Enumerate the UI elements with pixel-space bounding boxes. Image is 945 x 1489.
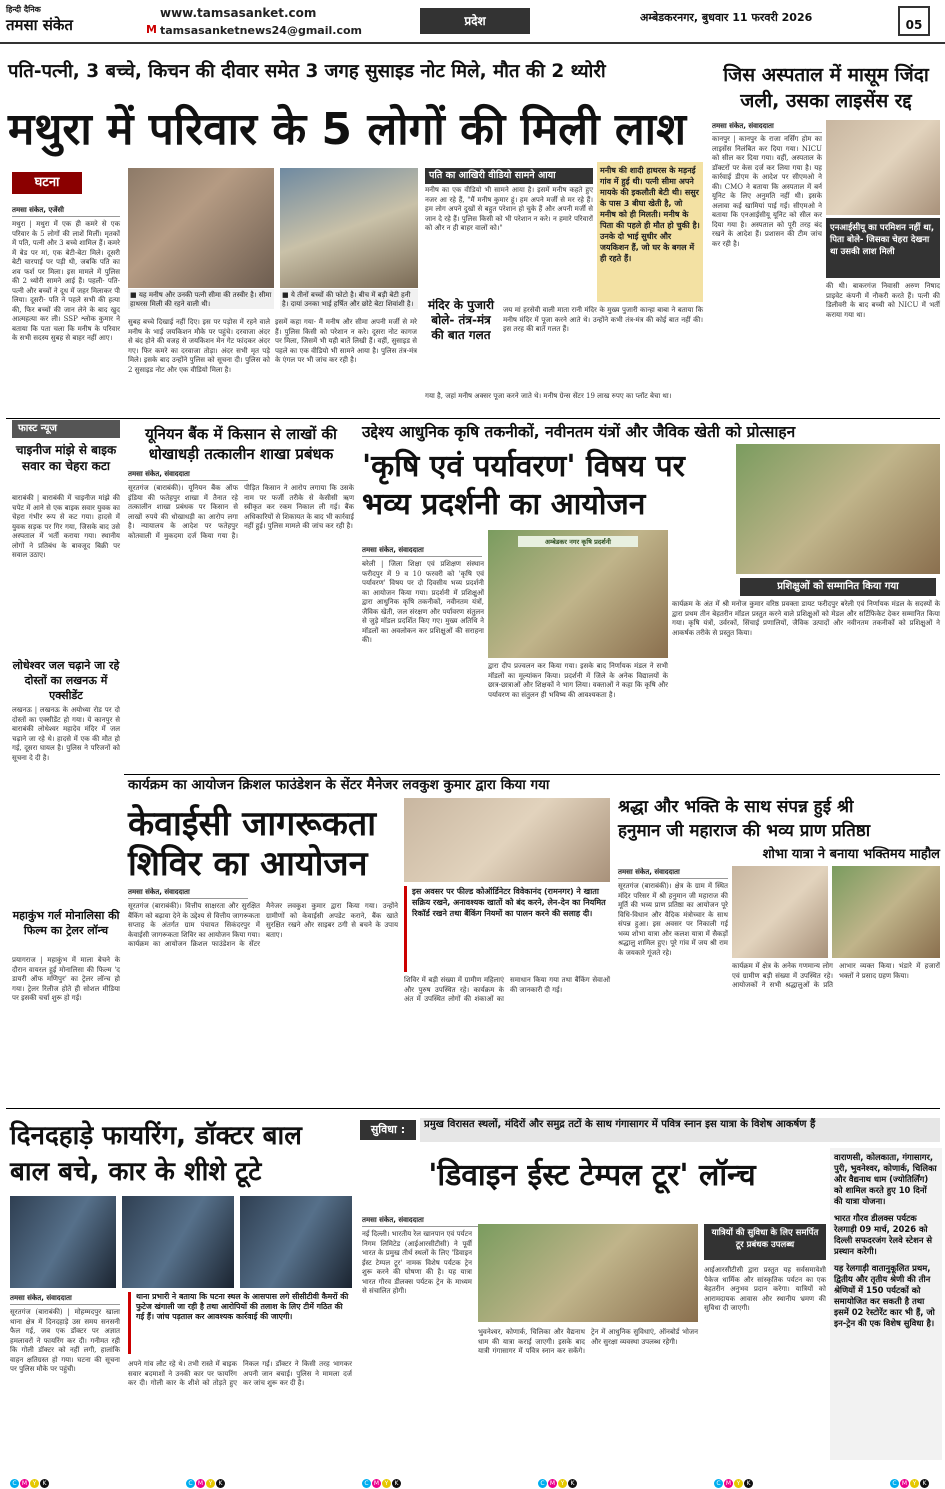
kyc-kicker: कार्यक्रम का आयोजन क्रिशल फाउंडेशन के सेंटर मैनेजर लवकुश कुमार द्वारा किया गया xyxy=(128,777,550,793)
lead-tag: घटना xyxy=(12,172,82,194)
agri-text-3: कार्यक्रम के अंत में श्री मनोज कुमार वरिष्ठ प्रवक्ता डायट फरीदपुर बरेली एवं निर्णायक मंडल के सदस्यों के द्वारा प्रथम तीन बेहतरीन मॉडल प्रस्तुत करने वाले प्रशिक्षुओं को मेडल और सर्टिफिकेट देकर सम्मानित किया गया। कृषि यंत्रों, उर्वरकों, सिंचाई प्रणालियों, जैविक उत्पादों और नवीनतम तकनीकों को प्रशिक्षुओं ने आकर्षक तरीके से प्रस्तुत किया। xyxy=(672,600,940,637)
lead-col-2: सुबह बच्चे दिखाई नहीं दिए। इस पर पड़ोस में रहने वाले मनीष के भाई जयकिशन मौके पर पहुंचे। दरवाजा अंदर से बंद होने की वजह से जयकिशन मेन गेट फांदकर अंदर गए। फिर कमरे का दरवाजा तोड़ा। अंदर सभी मृत पड़े मिले। इसके बाद उन्होंने पुलिस को सूचना दी। पुलिस को 2 सुसाइड नोट और एक वीडियो मिला है। xyxy=(128,318,270,374)
rail-bullet-2: भारत गौरव डीलक्स पर्यटक रेलगाड़ी 09 मार्च, 2026 को दिल्ली सफदरजंग रेलवे स्टेशन से प्रस्थान करेगी। xyxy=(834,1213,933,1256)
agri-photo-stage xyxy=(736,444,940,574)
lead-kicker: पति-पत्नी, 3 बच्चे, किचन की दीवार समेत 3 जगह सुसाइड नोट मिले, मौत की 2 थ्योरी xyxy=(8,61,606,82)
hanuman-text-2: कार्यक्रम में क्षेत्र के अनेक गणमान्य लोग एवं ग्रामीण बड़ी संख्या में उपस्थित रहे। आयोजकों ने सभी श्रद्धालुओं के प्रति आभार व्यक्त किया। भंडारे में हजारों भक्तों ने प्रसाद ग्रहण किया। xyxy=(732,962,940,989)
rail-bullet-1: वाराणसी, कोलकाता, गंगासागर, पुरी, भुवनेश्वर, कोणार्क, चिलिका और वैद्यनाथ धाम (ज्योतिर्लिंग) को शामिल करते हुए 10 दिनों की यात्रा योजना। xyxy=(834,1152,937,1206)
firing-photo-2 xyxy=(122,1196,234,1288)
mail-icon: M xyxy=(146,23,157,36)
agri-photo-group xyxy=(488,530,668,658)
fast-h3: महाकुंभ गर्ल मोनालिसा की फिल्म का ट्रेलर लॉन्च xyxy=(12,909,120,937)
cmyk-k: K xyxy=(216,1479,225,1488)
cmyk-c: C xyxy=(186,1479,195,1488)
agri-headline: 'कृषि एवं पर्यावरण' विषय पर भव्य प्रदर्शनी का आयोजन xyxy=(362,449,685,522)
hanuman-photo-procession xyxy=(832,866,940,958)
cmyk-y: Y xyxy=(382,1479,391,1488)
cmyk-m: M xyxy=(21,1480,28,1487)
fast-h1: चाइनीज मांझे से बाइक सवार का चेहरा कटा xyxy=(15,443,117,473)
lead-col-5: जय मां हरसेवी वाली माता रानी मंदिर के मुख्य पुजारी कान्हा बाबा ने बताया कि मनीष मंदिर में पूजा करने आते थे। उन्होंने कभी तंत्र-मंत्र की कोई बात नहीं की। इस तरह की बातें गलत हैं। xyxy=(503,306,703,333)
hanuman-byline: तमसा संकेत, संवाददाता xyxy=(618,868,728,879)
firing-headline: दिनदहाड़े फायरिंग, डॉक्टर बाल बाल बचे, कार के शीशे टूटे xyxy=(10,1121,302,1187)
masthead xyxy=(0,0,945,44)
cmyk-y: Y xyxy=(910,1479,919,1488)
lead-col-4: मनीष का एक वीडियो भी सामने आया है। इसमें मनीष कहते हुए नजर आ रहे हैं, "मैं मनीष कुमार हूं। हम अपने मर्जी से मर रहे हैं। हम लोग अपने दुखों से बहुत परेशान हो चुके हैं और अपनी मर्जी से जान दे रहे हैं। पुलिस किसी को भी परेशान न करे। न हमारे परिवारों को और न ही बाहर वालों को।" xyxy=(425,186,593,232)
lead-headline: मथुरा में परिवार के 5 लोगों की मिली लाश xyxy=(8,104,686,155)
paper-logo: तमसा संकेत xyxy=(6,16,73,34)
hanuman-text: सूरतगंज (बाराबंकी)। क्षेत्र के ग्राम में स्थित मंदिर परिसर में श्री हनुमान जी महाराज की मूर्ति की भव्य प्राण प्रतिष्ठा का आयोजन पूरे विधि-विधान और वैदिक मंत्रोच्चार के साथ संपन्न हुआ। इस अवसर पर निकाली गई भव्य शोभा यात्रा और कलश यात्रा में सैकड़ों श्रद्धालु शामिल हुए। पूरे गांव में जय श्री राम के जयकारे गूंजते रहे। xyxy=(618,882,728,957)
hanuman-sub: शोभा यात्रा ने बनाया भक्तिमय माहौल xyxy=(762,847,940,862)
section-label: प्रदेश xyxy=(420,8,530,34)
cmyk-c: C xyxy=(362,1479,371,1488)
fast-h2: लोधेश्वर जल चढ़ाने जा रहे दोस्तों का लखनऊ में एक्सीडेंट xyxy=(12,659,120,702)
lead-col-3: इसमें कहा गया- मैं मनीष और सीमा अपनी मर्जी से मरे हैं। पुलिस किसी को परेशान न करे। दूसरा नोट कागज पर मिला, जिसमें भी यही बातें लिखी हैं। वहीं, सुसाइड से पहले का एक वीडियो भी सामने आया है। पुलिस तंत्र-मंत्र के एंगल पर भी जांच कर रही है। xyxy=(275,318,417,364)
license-photo xyxy=(826,120,940,215)
kyc-text-2: शिविर में बड़ी संख्या में ग्रामीण महिलाएं और पुरुष उपस्थित रहे। कार्यक्रम के अंत में उपस्थित लोगों की शंकाओं का समाधान किया गया तथा बैंकिंग सेवाओं की जानकारी दी गई। xyxy=(404,976,610,1003)
license-side-box: एनआईसीयू का परमिशन नहीं था, पिता बोले- जिसका चेहरा देखना था उसकी लाश मिली xyxy=(826,218,940,278)
cmyk-k: K xyxy=(568,1479,577,1488)
cmyk-group xyxy=(362,1470,402,1487)
lead-col-6: गया है, जहां मनीष अक्सर पूजा करने जाते थे। मनीष ग्रेन्स सेंटर 19 लाख रुपए का प्लॉट बेचा था। xyxy=(425,392,672,400)
cmyk-k: K xyxy=(920,1479,929,1488)
cmyk-y: Y xyxy=(206,1479,215,1488)
lead-photo-children xyxy=(280,168,418,288)
rail-text-3: आईआरसीटीसी द्वारा प्रस्तुत यह सर्वसमावेशी पैकेज धार्मिक और सांस्कृतिक पर्यटन का एक बेहतरीन अनुभव प्रदान करेगा। यात्रियों को आरामदायक आवास और स्थानीय भ्रमण की सुविधा दी जाएगी। xyxy=(704,1266,826,1312)
rail-headline: 'डिवाइन ईस्ट टेम्पल टूर' लॉन्च xyxy=(428,1158,756,1193)
kyc-quote: इस अवसर पर फील्ड कोऑर्डिनेटर विवेकानंद (रामनगर) ने खाता सक्रिय रखने, अनावश्यक खातों को बंद करने, लेन-देन का नियमित रिकॉर्ड रखने तथा बैंकिंग नियमों का पालन करने की सलाह दी। xyxy=(404,886,610,972)
license-headline: जिस अस्पताल में मासूम जिंदा जली, उसका लाइसेंस रद्द xyxy=(723,64,929,112)
cmyk-k: K xyxy=(40,1479,49,1488)
hanuman-photo-temple xyxy=(732,866,828,958)
lead-byline: तमसा संकेत, एजेंसी xyxy=(12,206,120,217)
fast-t3: प्रयागराज | महाकुंभ में माला बेचने के दौरान वायरल हुई मोनालिसा की फिल्म 'द डायरी ऑफ मणिपुर' का ट्रेलर लॉन्च हो गया। ट्रेलर रिलीज होते ही सोशल मीडिया पर इसकी चर्चा शुरू हो गई। xyxy=(12,956,120,1002)
dateline: अम्बेडकरनगर, बुधवार 11 फरवरी 2026 xyxy=(640,11,813,24)
rail-bullet-3: यह रेलगाड़ी वातानुकूलित प्रथम, द्वितीय और तृतीय श्रेणी की तीन श्रेणियों में 150 पर्यटकों को समायोजित कर सकती है तथा इसमें 02 रेस्टोरेंट कार भी हैं, जो इन-ट्रेन की एक विशेष सुविधा है। xyxy=(834,1263,935,1328)
kyc-text: सूरतगंज (बाराबंकी)। वित्तीय साक्षरता और सुरक्षित बैंकिंग को बढ़ावा देने के उद्देश्य से वित्तीय जागरूकता सप्ताह के अंतर्गत ग्राम पंचायत सिकंदरपुर में केवाईसी जागरूकता शिविर का आयोजन किया गया। कार्यक्रम का आयोजन क्रिशल फाउंडेशन के सेंटर मैनेजर लवकुश कुमार द्वारा किया गया। उन्होंने ग्रामीणों को केवाईसी अपडेट कराने, बैंक खाते सुरक्षित रखने और साइबर ठगी से बचने के उपाय बताए। xyxy=(128,902,398,948)
email[interactable]: tamsasanketnews24@gmail.com xyxy=(160,24,362,37)
agri-text: बरेली | जिला शिक्षा एवं प्रशिक्षण संस्थान फरीदपुर में 9 व 10 फरवरी को 'कृषि एवं पर्यावरण' विषय पर दो दिवसीय भव्य प्रदर्शनी का आयोजन किया गया। प्रदर्शनी में प्रशिक्षुओं द्वारा आधुनिक कृषि तकनीकों, नवीनतम यंत्रों, जैविक खेती, जल संरक्षण और पर्यावरण संतुलन से जुड़े मॉडल प्रदर्शित किए गए। मुख्य अतिथि ने मॉडलों का अवलोकन कर प्रशिक्षुओं की सराहना की। xyxy=(362,560,484,644)
firing-byline: तमसा संकेत, संवाददाता xyxy=(10,1294,120,1305)
agri-text-2: द्वारा दीप प्रज्वलन कर किया गया। इसके बाद निर्णायक मंडल ने सभी मॉडलों का मूल्यांकन किया। प्रदर्शनी में जिले के अनेक विद्यालयों के छात्र-छात्राओं और शिक्षकों ने भाग लिया। वक्ताओं ने कहा कि कृषि और पर्यावरण का संतुलन ही भविष्य की आवश्यकता है। xyxy=(488,662,668,699)
page-number: 05 xyxy=(898,6,930,36)
website[interactable]: www.tamsasanket.com xyxy=(160,6,317,20)
agri-banner: अम्बेडकर नगर कृषि प्रदर्शनी xyxy=(518,536,638,547)
cmyk-y: Y xyxy=(734,1479,743,1488)
firing-photo-3 xyxy=(240,1196,352,1288)
rail-text: नई दिल्ली। भारतीय रेल खानपान एवं पर्यटन निगम लिमिटेड (आईआरसीटीसी) ने पूर्वी भारत के प्रमुख तीर्थ स्थलों के लिए 'डिवाइन ईस्ट टेम्पल टूर' नामक विशेष पर्यटक ट्रेन शुरू करने की घोषणा की है। यह यात्रा भारत गौरव डीलक्स पर्यटक ट्रेन के माध्यम से संचालित होगी। xyxy=(362,1230,472,1295)
firing-quote: थाना प्रभारी ने बताया कि घटना स्थल के आसपास लगे सीसीटीवी कैमरों की फुटेज खंगाली जा रही है तथा आरोपियों की तलाश के लिए टीमें गठित की गई हैं। जांच पड़ताल कर आवश्यक कार्रवाई की जाएगी। xyxy=(128,1292,352,1354)
lead-quote-box: मनीष की शादी हाथरस के मड़नई गांव में हुई थी। पत्नी सीमा अपने मायके की इकलौती बेटी थी। ससुर के पास 3 बीघा खेती है, जो मनीष को ही मिलती। मनीष के पिता की पहले ही मौत हो चुकी है। उनके दो भाई सुधीर और जयकिशन हैं, जो घर के बगल में ही रहते हैं। xyxy=(597,162,703,302)
license-byline: तमसा संकेत, संवाददाता xyxy=(712,122,822,133)
firing-photo-1 xyxy=(10,1196,116,1288)
cmyk-m: M xyxy=(901,1480,908,1487)
kyc-byline: तमसा संकेत, संवाददाता xyxy=(128,888,248,899)
fast-t2: लखनऊ | लखनऊ के अयोध्या रोड पर दो दोस्तों का एक्सीडेंट हो गया। ये कानपुर से बाराबंकी लोधेश्वर महादेव मंदिर में जल चढ़ाने जा रहे थे। हादसे में एक की मौत हो गई, दूसरा घायल है। पुलिस ने परिजनों को सूचना दे दी है। xyxy=(12,706,120,762)
cmyk-c: C xyxy=(538,1479,547,1488)
cmyk-c: C xyxy=(890,1479,899,1488)
video-label: पति का आखिरी वीडियो सामने आया xyxy=(425,168,593,184)
cmyk-c: C xyxy=(10,1479,19,1488)
firing-text: सूरतगंज (बाराबंकी) | मोहम्मदपुर खाला थाना क्षेत्र में दिनदहाड़े उस समय सनसनी फैल गई, जब एक डॉक्टर पर अज्ञात हमलावरों ने फायरिंग कर दी। गनीमत रही कि गोली डॉक्टर को नहीं लगी, हालांकि वाहन क्षतिग्रस्त हो गया। घटना की सूचना पर पुलिस मौके पर पहुंची। xyxy=(10,1308,120,1373)
rail-photo-train xyxy=(478,1224,698,1322)
cmyk-m: M xyxy=(197,1480,204,1487)
cmyk-m: M xyxy=(373,1480,380,1487)
agri-kicker: उद्देश्य आधुनिक कृषि तकनीकों, नवीनतम यंत्रों और जैविक खेती को प्रोत्साहन xyxy=(362,423,796,441)
cmyk-group xyxy=(538,1470,578,1487)
cmyk-k: K xyxy=(392,1479,401,1488)
bank-text: सूरतगंज (बाराबंकी)। यूनियन बैंक ऑफ इंडिया की फतेहपुर शाखा में तैनात रहे तत्कालीन शाखा प्रबंधक पर किसान से लाखों रुपये की धोखाधड़ी का आरोप लगा है। न्यायालय के आदेश पर फतेहपुर कोतवाली में मुकदमा दर्ज किया गया है। पीड़ित किसान ने आरोप लगाया कि उसके नाम पर फर्जी तरीके से केसीसी ऋण स्वीकृत कर रकम निकाल ली गई। बैंक अधिकारियों से शिकायत के बाद भी कार्रवाई नहीं हुई। पुलिस मामले की जांच कर रही है। xyxy=(128,484,354,540)
cmyk-marks xyxy=(10,1470,930,1487)
lead-caption-2: ■ ये तीनों बच्चों की फोटो है। बीच में बड़ी बेटी हनी है। दायां उनका भाई हर्षित और छोटे बेटा शिवांशी है। xyxy=(280,289,418,309)
lead-photo-couple xyxy=(128,168,274,288)
kyc-photo xyxy=(404,798,610,882)
cmyk-c: C xyxy=(714,1479,723,1488)
masthead-small: हिन्दी दैनिक xyxy=(6,5,41,14)
bank-byline: तमसा संकेत, संवाददाता xyxy=(128,470,248,481)
cmyk-k: K xyxy=(744,1479,753,1488)
license-text-2: की थी। बाकरगंज निवासी अरुण निषाद प्राइवेट कंपनी में नौकरी करते हैं। पत्नी की डिलीवरी के बाद बच्ची को NICU में भर्ती कराया गया था। xyxy=(826,282,940,319)
rail-bullets-box xyxy=(830,1148,942,1460)
lead-caption-1: ■ यह मनीष और उनकी पत्नी सीमा की तस्वीर है। सीमा हाथरस मिली की रहने वाली थी। xyxy=(128,289,274,309)
cmyk-group xyxy=(714,1470,754,1487)
firing-text-2: अपने गांव लौट रहे थे। तभी रास्ते में बाइक सवार बदमाशों ने उनकी कार पर फायरिंग कर दी। गोली कार के शीशे को तोड़ते हुए निकल गई। डॉक्टर ने किसी तरह भागकर अपनी जान बचाई। पुलिस ने मामला दर्ज कर जांच शुरू कर दी है। xyxy=(128,1360,352,1387)
bank-headline: यूनियन बैंक में किसान से लाखों की धोखाधड़ी तत्कालीन शाखा प्रबंधक xyxy=(145,425,337,463)
rail-label: सुविधा : xyxy=(360,1120,416,1140)
kyc-headline: केवाईसी जागरूकता शिविर का आयोजन xyxy=(128,804,377,884)
priest-side-head: मंदिर के पुजारी बोले- तंत्र-मंत्र की बात गलत xyxy=(428,298,494,342)
agri-byline: तमसा संकेत, संवाददाता xyxy=(362,546,482,557)
cmyk-m: M xyxy=(725,1480,732,1487)
cmyk-y: Y xyxy=(30,1479,39,1488)
cmyk-group xyxy=(186,1470,226,1487)
cmyk-y: Y xyxy=(558,1479,567,1488)
hanuman-headline-1: श्रद्धा और भक्ति के साथ संपन्न हुई श्री xyxy=(618,797,854,817)
rail-text-2: भुवनेश्वर, कोणार्क, चिलिका और वैद्यनाथ धाम की यात्रा कराई जाएगी। इसके बाद यात्री गंगासागर में पवित्र स्नान कर सकेंगे। ट्रेन में आधुनिक सुविधाएं, ऑनबोर्ड भोजन और सुरक्षा व्यवस्था उपलब्ध रहेगी। xyxy=(478,1328,698,1355)
rail-kicker: प्रमुख विरासत स्थलों, मंदिरों और समुद्र तटों के साथ गंगासागर में पवित्र स्नान इस यात्रा के विशेष आकर्षण हैं xyxy=(420,1118,940,1142)
rail-byline: तमसा संकेत, संवाददाता xyxy=(362,1216,482,1227)
license-text: कानपुर | कानपुर के राजा नर्सिंग होम का लाइसेंस निलंबित कर दिया गया। NICU को सील कर दिया गया। वहीं, अस्पताल के डॉक्टरों पर केस दर्ज कर लिया गया है। यह कार्रवाई डीएम के आदेश पर सीएमओ ने की। CMO ने बताया कि अस्पताल में बर्न यूनिट के लिए अनुमति नहीं थी। इसके अलावा कई खामियां पाई गईं। सीएमओ ने बताया कि एनआईसीयू यूनिट को सील कर दिया गया है। अस्पताल को पूरी तरह बंद रखने के आदेश हैं। प्रशासन की टीम जांच कर रही है। xyxy=(712,135,822,248)
lead-col-1: मथुरा | मथुरा में एक ही कमरे से एक परिवार के 5 लोगों की लाशें मिलीं। मृतकों में पति, पत्नी और 3 बच्चे शामिल हैं। कमरे में बेड पर मां, एक बेटी-बेटा मिले। दूसरी बेटी चारपाई पर पड़ी थी, जबकि पति का शव फर्श पर मिला। इस मामले में पुलिस की 2 थ्योरी सामने आई हैं। पहली- पति-पत्नी और बच्चों ने दूध में जहर मिलाकर पी लिया। दूसरी- पति ने पहले सभी की हत्या की, फिर बच्चों की जान लेने के बाद खुद आत्महत्या कर ली। SSP श्लोक कुमार ने बताया कि पता चला कि मनीष के परिवार के सभी सदस्य सुबह से बाहर नहीं आए। xyxy=(12,220,120,342)
cmyk-m: M xyxy=(549,1480,556,1487)
fast-t1: बाराबंकी | बाराबंकी में चाइनीज मांझे की चपेट में आने से एक बाइक सवार युवक का चेहरा गंभीर रूप से कट गया। हादसे में युवक सड़क पर गिर गया, जिसके बाद उसे अस्पताल में भर्ती कराया गया। स्थानीय लोगों ने प्रतिबंध के बावजूद बिक्री पर सवाल उठाए। xyxy=(12,494,120,559)
fast-news-label: फास्ट न्यूज xyxy=(12,420,120,438)
cmyk-group xyxy=(10,1470,50,1487)
hanuman-headline-2: हनुमान जी महाराज की भव्य प्राण प्रतिष्ठा xyxy=(618,821,871,841)
agri-honor-label: प्रशिक्षुओं को सम्मानित किया गया xyxy=(740,578,936,596)
rail-box: यात्रियों की सुविधा के लिए समर्पित टूर प्रबंधक उपलब्ध xyxy=(704,1224,826,1260)
cmyk-group xyxy=(890,1470,930,1487)
